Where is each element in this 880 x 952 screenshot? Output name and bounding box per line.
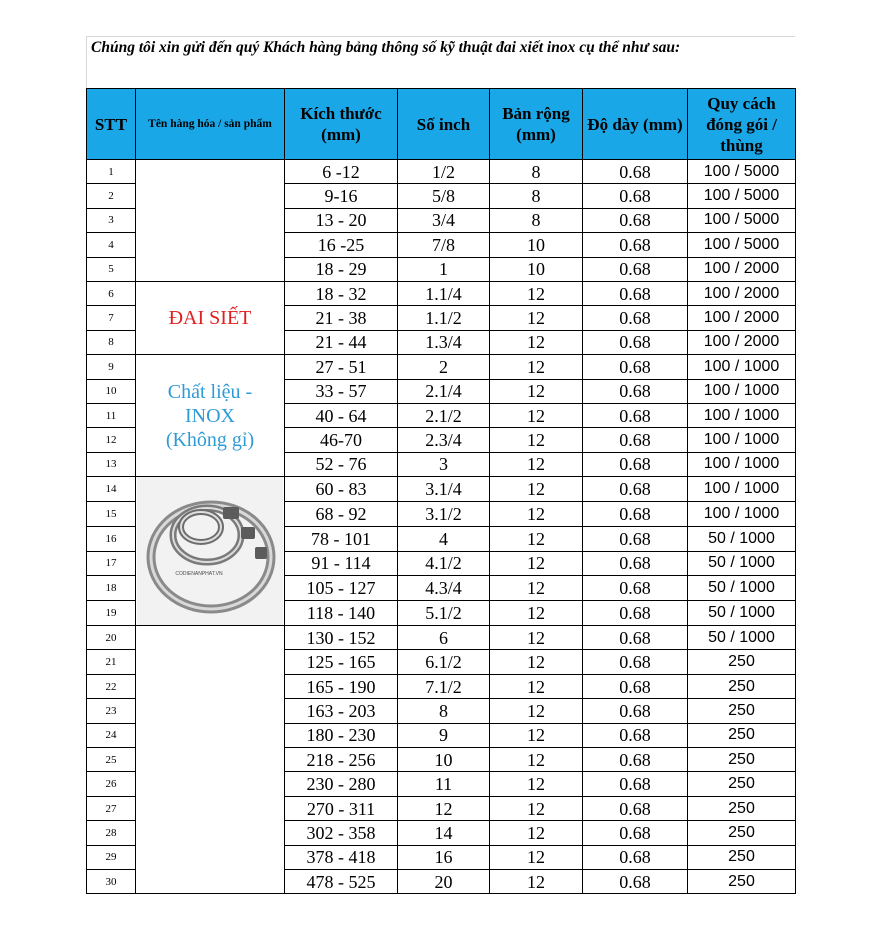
cell-pack: 100 / 1000 — [688, 501, 796, 526]
cell-stt: 20 — [87, 626, 136, 650]
cell-pack: 250 — [688, 650, 796, 674]
cell-thickness: 0.68 — [583, 821, 688, 845]
cell-thickness: 0.68 — [583, 551, 688, 576]
table-row — [87, 650, 796, 674]
cell-width: 12 — [490, 748, 583, 772]
table-row — [87, 184, 796, 208]
cell-stt: 6 — [87, 281, 136, 305]
cell-inch: 5.1/2 — [398, 601, 490, 626]
cell-pack: 100 / 2000 — [688, 306, 796, 330]
cell-thickness: 0.68 — [583, 160, 688, 184]
cell-inch: 6 — [398, 626, 490, 650]
cell-width: 8 — [490, 160, 583, 184]
cell-width: 12 — [490, 699, 583, 723]
cell-inch: 11 — [398, 772, 490, 796]
cell-size: 68 - 92 — [285, 501, 398, 526]
cell-width: 12 — [490, 526, 583, 551]
cell-name — [136, 160, 285, 184]
cell-inch: 3/4 — [398, 208, 490, 232]
cell-pack: 100 / 1000 — [688, 428, 796, 452]
hose-clamp-image — [137, 477, 283, 625]
cell-inch: 1/2 — [398, 160, 490, 184]
cell-thickness: 0.68 — [583, 208, 688, 232]
cell-name — [136, 233, 285, 257]
cell-size: 18 - 32 — [285, 281, 398, 305]
cell-thickness: 0.68 — [583, 477, 688, 502]
cell-pack: 250 — [688, 723, 796, 747]
table-row — [87, 748, 796, 772]
table-row — [87, 699, 796, 723]
cell-thickness: 0.68 — [583, 379, 688, 403]
material-line-2: INOX — [185, 404, 235, 427]
cell-pack: 100 / 5000 — [688, 160, 796, 184]
cell-size: 6 -12 — [285, 160, 398, 184]
cell-width: 10 — [490, 257, 583, 281]
cell-size: 165 - 190 — [285, 674, 398, 698]
cell-width: 12 — [490, 403, 583, 427]
cell-name — [136, 355, 285, 477]
cell-thickness: 0.68 — [583, 403, 688, 427]
cell-width: 12 — [490, 428, 583, 452]
cell-thickness: 0.68 — [583, 626, 688, 650]
table-row — [87, 160, 796, 184]
table-row — [87, 821, 796, 845]
cell-thickness: 0.68 — [583, 330, 688, 354]
cell-size: 78 - 101 — [285, 526, 398, 551]
cell-inch: 6.1/2 — [398, 650, 490, 674]
cell-width: 12 — [490, 452, 583, 476]
header-row — [87, 89, 796, 160]
cell-size: 16 -25 — [285, 233, 398, 257]
cell-stt: 1 — [87, 160, 136, 184]
cell-width: 12 — [490, 281, 583, 305]
cell-name — [136, 869, 285, 893]
cell-name — [136, 845, 285, 869]
cell-width: 12 — [490, 355, 583, 379]
cell-size: 130 - 152 — [285, 626, 398, 650]
cell-pack: 50 / 1000 — [688, 551, 796, 576]
cell-thickness: 0.68 — [583, 452, 688, 476]
cell-pack: 250 — [688, 845, 796, 869]
cell-size: 230 - 280 — [285, 772, 398, 796]
cell-inch: 5/8 — [398, 184, 490, 208]
header-pack: Quy cách đóng gói / thùng — [688, 89, 796, 160]
cell-inch: 2.1/2 — [398, 403, 490, 427]
cell-width: 12 — [490, 601, 583, 626]
cell-thickness: 0.68 — [583, 501, 688, 526]
cell-stt: 16 — [87, 526, 136, 551]
cell-inch: 2 — [398, 355, 490, 379]
cell-width: 12 — [490, 869, 583, 893]
table-row — [87, 257, 796, 281]
table-row — [87, 208, 796, 232]
cell-width: 12 — [490, 551, 583, 576]
cell-size: 33 - 57 — [285, 379, 398, 403]
cell-inch: 14 — [398, 821, 490, 845]
cell-width: 12 — [490, 650, 583, 674]
table-row — [87, 477, 796, 502]
cell-stt: 12 — [87, 428, 136, 452]
cell-inch: 10 — [398, 748, 490, 772]
cell-stt: 5 — [87, 257, 136, 281]
cell-inch: 20 — [398, 869, 490, 893]
cell-pack: 100 / 2000 — [688, 330, 796, 354]
cell-width: 12 — [490, 674, 583, 698]
material-line-3: (Không gỉ) — [165, 428, 255, 451]
cell-thickness: 0.68 — [583, 233, 688, 257]
cell-pack: 50 / 1000 — [688, 626, 796, 650]
cell-size: 9-16 — [285, 184, 398, 208]
cell-inch: 16 — [398, 845, 490, 869]
cell-stt: 8 — [87, 330, 136, 354]
cell-size: 118 - 140 — [285, 601, 398, 626]
cell-stt: 19 — [87, 601, 136, 626]
cell-inch: 4.3/4 — [398, 576, 490, 601]
cell-size: 21 - 44 — [285, 330, 398, 354]
cell-stt: 7 — [87, 306, 136, 330]
cell-thickness: 0.68 — [583, 723, 688, 747]
cell-stt: 29 — [87, 845, 136, 869]
cell-width: 12 — [490, 306, 583, 330]
cell-pack: 50 / 1000 — [688, 601, 796, 626]
cell-inch: 4.1/2 — [398, 551, 490, 576]
cell-thickness: 0.68 — [583, 281, 688, 305]
cell-pack: 250 — [688, 821, 796, 845]
cell-inch: 1.3/4 — [398, 330, 490, 354]
cell-size: 218 - 256 — [285, 748, 398, 772]
cell-thickness: 0.68 — [583, 306, 688, 330]
table-row — [87, 869, 796, 893]
cell-width: 12 — [490, 626, 583, 650]
cell-stt: 14 — [87, 477, 136, 502]
cell-pack: 100 / 2000 — [688, 257, 796, 281]
cell-inch: 1.1/2 — [398, 306, 490, 330]
cell-size: 478 - 525 — [285, 869, 398, 893]
cell-pack: 100 / 1000 — [688, 379, 796, 403]
cell-inch: 3.1/4 — [398, 477, 490, 502]
cell-name — [136, 772, 285, 796]
cell-inch: 2.3/4 — [398, 428, 490, 452]
cell-inch: 4 — [398, 526, 490, 551]
cell-pack: 50 / 1000 — [688, 526, 796, 551]
cell-inch: 7/8 — [398, 233, 490, 257]
cell-pack: 250 — [688, 796, 796, 820]
cell-size: 60 - 83 — [285, 477, 398, 502]
cell-inch: 8 — [398, 699, 490, 723]
cell-pack: 250 — [688, 772, 796, 796]
cell-width: 12 — [490, 477, 583, 502]
cell-width: 12 — [490, 772, 583, 796]
cell-pack: 250 — [688, 748, 796, 772]
cell-width: 10 — [490, 233, 583, 257]
cell-stt: 24 — [87, 723, 136, 747]
cell-width: 12 — [490, 845, 583, 869]
cell-name — [136, 699, 285, 723]
table-row — [87, 723, 796, 747]
cell-width: 8 — [490, 208, 583, 232]
cell-size: 52 - 76 — [285, 452, 398, 476]
cell-name — [136, 477, 285, 626]
header-size: Kích thước (mm) — [285, 89, 398, 160]
cell-name — [136, 748, 285, 772]
cell-name — [136, 257, 285, 281]
cell-stt: 26 — [87, 772, 136, 796]
cell-thickness: 0.68 — [583, 526, 688, 551]
cell-pack: 250 — [688, 674, 796, 698]
cell-size: 270 - 311 — [285, 796, 398, 820]
cell-width: 12 — [490, 501, 583, 526]
cell-inch: 2.1/4 — [398, 379, 490, 403]
cell-name — [136, 281, 285, 354]
cell-stt: 28 — [87, 821, 136, 845]
cell-size: 105 - 127 — [285, 576, 398, 601]
cell-inch: 1.1/4 — [398, 281, 490, 305]
cell-pack: 100 / 1000 — [688, 452, 796, 476]
cell-pack: 100 / 5000 — [688, 208, 796, 232]
cell-thickness: 0.68 — [583, 257, 688, 281]
image-watermark: CODIENANPHAT.VN — [175, 571, 223, 578]
cell-stt: 30 — [87, 869, 136, 893]
cell-width: 12 — [490, 796, 583, 820]
cell-width: 12 — [490, 723, 583, 747]
cell-thickness: 0.68 — [583, 748, 688, 772]
header-thickness: Độ dày (mm) — [583, 89, 688, 160]
cell-name — [136, 796, 285, 820]
material-label — [136, 380, 284, 452]
cell-inch: 1 — [398, 257, 490, 281]
cell-stt: 2 — [87, 184, 136, 208]
cell-inch: 3.1/2 — [398, 501, 490, 526]
header-inch: Số inch — [398, 89, 490, 160]
cell-pack: 250 — [688, 699, 796, 723]
table-row — [87, 355, 796, 379]
cell-size: 378 - 418 — [285, 845, 398, 869]
spec-table — [86, 88, 796, 894]
spec-sheet — [86, 36, 795, 894]
cell-pack: 250 — [688, 869, 796, 893]
cell-name — [136, 723, 285, 747]
cell-width: 12 — [490, 821, 583, 845]
cell-stt: 23 — [87, 699, 136, 723]
cell-thickness: 0.68 — [583, 428, 688, 452]
cell-stt: 11 — [87, 403, 136, 427]
cell-size: 21 - 38 — [285, 306, 398, 330]
header-width: Bản rộng (mm) — [490, 89, 583, 160]
cell-pack: 100 / 1000 — [688, 403, 796, 427]
cell-stt: 15 — [87, 501, 136, 526]
cell-width: 12 — [490, 379, 583, 403]
cell-name — [136, 650, 285, 674]
cell-width: 8 — [490, 184, 583, 208]
cell-size: 302 - 358 — [285, 821, 398, 845]
cell-thickness: 0.68 — [583, 650, 688, 674]
cell-name — [136, 626, 285, 650]
cell-stt: 22 — [87, 674, 136, 698]
header-stt: STT — [87, 89, 136, 160]
cell-inch: 3 — [398, 452, 490, 476]
cell-thickness: 0.68 — [583, 355, 688, 379]
cell-pack: 100 / 5000 — [688, 233, 796, 257]
intro-text: Chúng tôi xin gửi đến quý Khách hàng bảng thông số kỹ thuật đai xiết inox cụ thể như sau: — [86, 36, 795, 88]
cell-name — [136, 674, 285, 698]
table-row — [87, 281, 796, 305]
cell-name — [136, 184, 285, 208]
table-row — [87, 796, 796, 820]
cell-width: 12 — [490, 576, 583, 601]
cell-stt: 10 — [87, 379, 136, 403]
table-row — [87, 772, 796, 796]
cell-inch: 7.1/2 — [398, 674, 490, 698]
cell-stt: 4 — [87, 233, 136, 257]
cell-thickness: 0.68 — [583, 772, 688, 796]
cell-pack: 100 / 5000 — [688, 184, 796, 208]
table-row — [87, 845, 796, 869]
cell-size: 180 - 230 — [285, 723, 398, 747]
cell-stt: 25 — [87, 748, 136, 772]
cell-thickness: 0.68 — [583, 699, 688, 723]
cell-size: 40 - 64 — [285, 403, 398, 427]
header-name: Tên hàng hóa / sản phẩm — [136, 89, 285, 160]
cell-size: 13 - 20 — [285, 208, 398, 232]
cell-thickness: 0.68 — [583, 796, 688, 820]
cell-size: 18 - 29 — [285, 257, 398, 281]
cell-stt: 3 — [87, 208, 136, 232]
cell-thickness: 0.68 — [583, 869, 688, 893]
cell-thickness: 0.68 — [583, 845, 688, 869]
cell-pack: 100 / 1000 — [688, 355, 796, 379]
table-row — [87, 233, 796, 257]
cell-size: 163 - 203 — [285, 699, 398, 723]
cell-size: 46-70 — [285, 428, 398, 452]
cell-size: 125 - 165 — [285, 650, 398, 674]
product-name-label: ĐAI SIẾT — [168, 307, 252, 330]
cell-stt: 18 — [87, 576, 136, 601]
cell-pack: 50 / 1000 — [688, 576, 796, 601]
cell-thickness: 0.68 — [583, 601, 688, 626]
material-line-1: Chất liệu - — [167, 380, 253, 403]
cell-pack: 100 / 1000 — [688, 477, 796, 502]
cell-width: 12 — [490, 330, 583, 354]
cell-stt: 17 — [87, 551, 136, 576]
cell-name — [136, 821, 285, 845]
table-row — [87, 626, 796, 650]
cell-inch: 9 — [398, 723, 490, 747]
cell-pack: 100 / 2000 — [688, 281, 796, 305]
cell-inch: 12 — [398, 796, 490, 820]
cell-stt: 9 — [87, 355, 136, 379]
cell-stt: 21 — [87, 650, 136, 674]
cell-thickness: 0.68 — [583, 674, 688, 698]
table-body — [87, 160, 796, 894]
table-row — [87, 674, 796, 698]
cell-size: 91 - 114 — [285, 551, 398, 576]
cell-stt: 27 — [87, 796, 136, 820]
cell-name — [136, 208, 285, 232]
cell-thickness: 0.68 — [583, 184, 688, 208]
cell-stt: 13 — [87, 452, 136, 476]
cell-size: 27 - 51 — [285, 355, 398, 379]
cell-thickness: 0.68 — [583, 576, 688, 601]
